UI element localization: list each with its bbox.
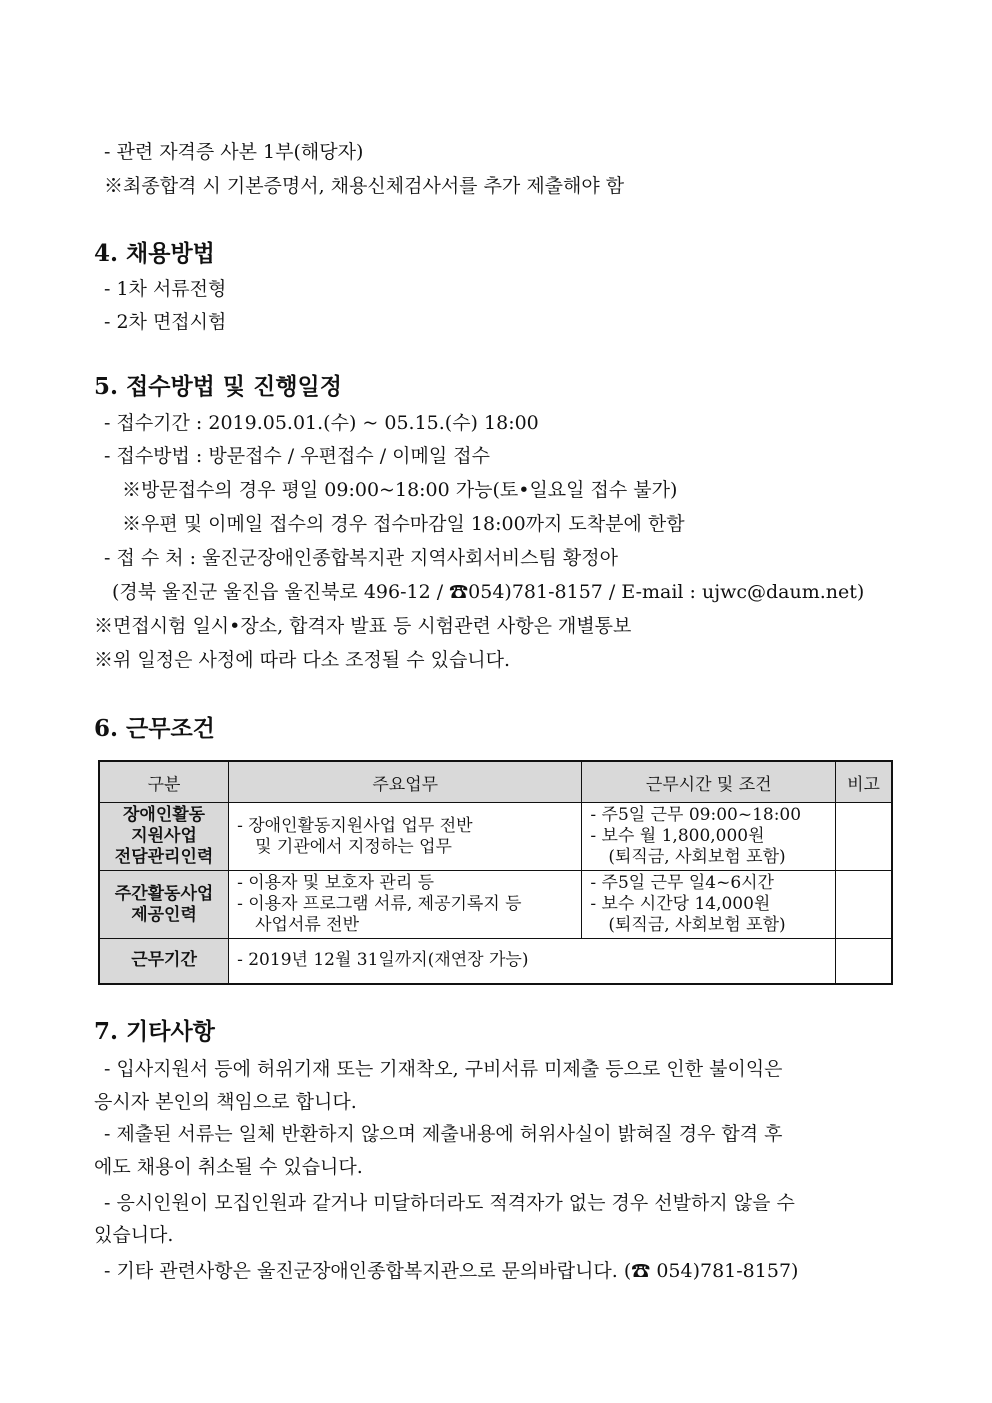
row-category: 근무기간 (99, 939, 229, 984)
table-row (99, 803, 892, 871)
section-5-note: ※위 일정은 사정에 따라 다소 조정될 수 있습니다. (94, 649, 511, 671)
section-7-line: 있습니다. (94, 1224, 174, 1246)
section-6-title: 6. 근무조건 (94, 715, 215, 742)
header-conditions: 근무시간 및 조건 (582, 761, 836, 803)
section-4-item: - 1차 서류전형 (104, 278, 227, 300)
section-7-line: 에도 채용이 취소될 수 있습니다. (94, 1156, 363, 1178)
work-conditions-table (98, 760, 893, 985)
section-5-item: - 접 수 처 : 울진군장애인종합복지관 지역사회서비스팀 황정아 (104, 547, 618, 569)
section-7-line: 응시자 본인의 책임으로 합니다. (94, 1091, 357, 1113)
header-duties: 주요업무 (229, 761, 582, 803)
row-conditions: - 주5일 근무 09:00~18:00 - 보수 월 1,800,000원 (퇴직금, 사회보험 포함) (582, 803, 836, 871)
section-5-address: (경북 울진군 울진읍 울진북로 496-12 / ☎054)781-8157 / E-mail : ujwc@daum.net) (112, 581, 865, 603)
table-row (99, 939, 892, 984)
section-5-note: ※방문접수의 경우 평일 09:00~18:00 가능(토•일요일 접수 불가) (122, 479, 678, 501)
section-4-item: - 2차 면접시험 (104, 311, 227, 333)
row-category: 주간활동사업 제공인력 (99, 871, 229, 939)
table-row (99, 871, 892, 939)
section-7-line: - 제출된 서류는 일체 반환하지 않으며 제출내용에 허위사실이 밝혀질 경우 합격 후 (104, 1123, 783, 1145)
section-4-title: 4. 채용방법 (94, 240, 215, 267)
table-header-row (99, 761, 892, 803)
section-5-item: - 접수방법 : 방문접수 / 우편접수 / 이메일 접수 (104, 445, 490, 467)
row-duties: - 이용자 및 보호자 관리 등 - 이용자 프로그램 서류, 제공기록지 등 사업서류 전반 (229, 871, 582, 939)
doc-note: ※최종합격 시 기본증명서, 채용신체검사서를 추가 제출해야 함 (104, 175, 625, 197)
row-duties: - 2019년 12월 31일까지(재연장 가능) (229, 939, 836, 984)
section-7-line: - 기타 관련사항은 울진군장애인종합복지관으로 문의바랍니다. (☎ 054)781-8157) (104, 1260, 799, 1282)
section-7-line: - 응시인원이 모집인원과 같거나 미달하더라도 적격자가 없는 경우 선발하지 않을 수 (104, 1192, 795, 1214)
section-5-note: ※면접시험 일시•장소, 합격자 발표 등 시험관련 사항은 개별통보 (94, 615, 632, 637)
section-5-title: 5. 접수방법 및 진행일정 (94, 373, 342, 400)
header-note: 비고 (836, 761, 892, 803)
section-7-title: 7. 기타사항 (94, 1018, 215, 1045)
row-duties: - 장애인활동지원사업 업무 전반 및 기관에서 지정하는 업무 (229, 803, 582, 871)
doc-line: - 관련 자격증 사본 1부(해당자) (104, 141, 364, 163)
row-note (836, 939, 892, 984)
row-note (836, 871, 892, 939)
header-category: 구분 (99, 761, 229, 803)
row-note (836, 803, 892, 871)
section-5-note: ※우편 및 이메일 접수의 경우 접수마감일 18:00까지 도착분에 한함 (122, 513, 685, 535)
row-category: 장애인활동 지원사업 전담관리인력 (99, 803, 229, 871)
section-7-line: - 입사지원서 등에 허위기재 또는 기재착오, 구비서류 미제출 등으로 인한 불이익은 (104, 1058, 783, 1080)
section-5-item: - 접수기간 : 2019.05.01.(수) ~ 05.15.(수) 18:00 (104, 412, 539, 434)
row-conditions: - 주5일 근무 일4~6시간 - 보수 시간당 14,000원 (퇴직금, 사회보험 포함) (582, 871, 836, 939)
